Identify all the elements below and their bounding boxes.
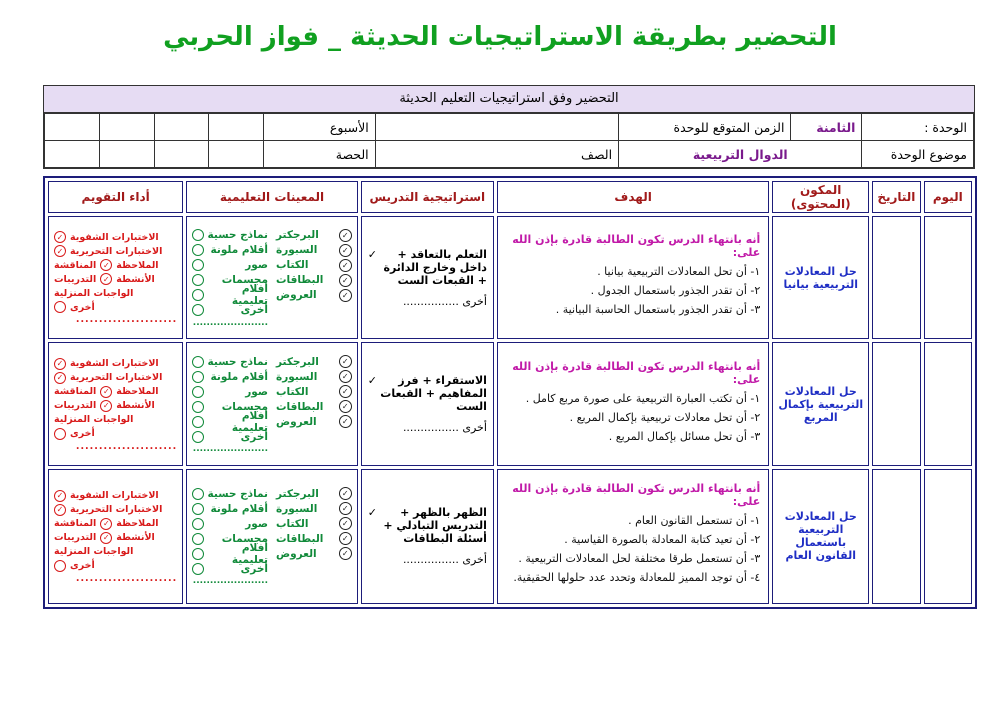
content-cell: حل المعادلات التربيعية بإكمال المربع bbox=[772, 342, 869, 465]
circle-option-icon[interactable] bbox=[192, 533, 204, 545]
topic-label: موضوع الوحدة bbox=[862, 141, 974, 168]
red-check-icon[interactable]: ✓ bbox=[100, 259, 112, 271]
resources-list-a: نماذج حسية أقلام ملونة صور مجسمات أفلام تعليمية أخرى ...................... bbox=[192, 355, 268, 455]
circle-option-icon[interactable] bbox=[54, 301, 66, 313]
week-cell-1 bbox=[209, 114, 264, 141]
day-cell bbox=[924, 469, 972, 604]
col-strategy: استراتيجية التدريس bbox=[361, 181, 494, 213]
checked-circle-icon[interactable]: ✓ bbox=[339, 400, 352, 413]
strategy-other: أخرى ................ bbox=[402, 421, 487, 435]
header-band: التحضير وفق استراتيجيات التعليم الحديثة bbox=[44, 86, 974, 113]
red-check-icon[interactable]: ✓ bbox=[54, 490, 66, 502]
circle-option-icon[interactable] bbox=[54, 560, 66, 572]
check-icon: ✓ bbox=[367, 374, 377, 388]
circle-option-icon[interactable] bbox=[192, 304, 204, 316]
strategy-other: أخرى ................ bbox=[402, 294, 487, 308]
red-check-icon[interactable]: ✓ bbox=[100, 532, 112, 544]
class-label: الصف bbox=[375, 141, 618, 168]
red-check-icon[interactable]: ✓ bbox=[54, 358, 66, 370]
period-cell-3 bbox=[99, 141, 154, 168]
red-check-icon[interactable]: ✓ bbox=[54, 245, 66, 257]
week-label: الأسبوع bbox=[264, 114, 376, 141]
period-cell-2 bbox=[154, 141, 209, 168]
checked-circle-icon[interactable]: ✓ bbox=[339, 517, 352, 530]
goal-item: ٢- أن تحل معادلات تربيعية بإكمال المربع . bbox=[569, 410, 761, 424]
red-check-icon[interactable]: ✓ bbox=[100, 273, 112, 285]
content-cell: حل المعادلات التربيعية بيانيا bbox=[772, 216, 869, 339]
week-cell-2 bbox=[154, 114, 209, 141]
circle-option-icon[interactable] bbox=[192, 503, 204, 515]
checked-circle-icon[interactable]: ✓ bbox=[339, 532, 352, 545]
circle-option-icon[interactable] bbox=[192, 488, 204, 500]
circle-option-icon[interactable] bbox=[192, 259, 204, 271]
goal-lead: أنه بانتهاء الدرس تكون الطالبة قادرة بإذن الله على: bbox=[512, 359, 761, 386]
period-cell-4 bbox=[45, 141, 100, 168]
goal-item: ٣- أن تقدر الجذور باستعمال الحاسبة البيانية . bbox=[555, 303, 761, 317]
time-label: الزمن المتوقع للوحدة bbox=[619, 114, 791, 141]
red-check-icon[interactable]: ✓ bbox=[100, 386, 112, 398]
page-title: التحضير بطريقة الاستراتيجيات الحديثة _ فواز الحربي bbox=[163, 22, 837, 52]
red-check-icon[interactable]: ✓ bbox=[100, 400, 112, 412]
evaluation-cell bbox=[48, 342, 183, 465]
goal-cell bbox=[497, 216, 769, 339]
lesson-plan-table bbox=[43, 176, 977, 609]
circle-option-icon[interactable] bbox=[192, 356, 204, 368]
evaluation-cell bbox=[48, 216, 183, 339]
red-check-icon[interactable]: ✓ bbox=[54, 504, 66, 516]
lesson-row bbox=[48, 469, 972, 604]
evaluation-list: الاختبارات الشفوية ✓ الاختبارات التحريرية ✓ الملاحظة ✓ المناقشة الأنشطة ✓ التدريبات الواجبات المنزلية أخرى ...................... bbox=[54, 358, 178, 452]
resources-list-a: نماذج حسية أقلام ملونة صور مجسمات أفلام تعليمية أخرى ...................... bbox=[192, 487, 268, 587]
date-cell bbox=[872, 469, 920, 604]
checked-circle-icon[interactable]: ✓ bbox=[339, 385, 352, 398]
topic-value: الدوال التربيعية bbox=[619, 141, 862, 168]
checked-circle-icon[interactable]: ✓ bbox=[339, 370, 352, 383]
col-evaluation: أداء التقويم bbox=[48, 181, 183, 213]
checked-circle-icon[interactable]: ✓ bbox=[339, 355, 352, 368]
goal-item: ٤- أن توجد المميز للمعادلة وتحدد عدد حلولها الحقيقية. bbox=[513, 571, 761, 585]
checked-circle-icon[interactable]: ✓ bbox=[339, 487, 352, 500]
checked-circle-icon[interactable]: ✓ bbox=[339, 244, 352, 257]
circle-option-icon[interactable] bbox=[192, 416, 204, 428]
circle-option-icon[interactable] bbox=[192, 274, 204, 286]
goal-item: ١- أن تكتب العبارة التربيعية على صورة مربع كامل . bbox=[525, 391, 761, 405]
week-cell-3 bbox=[99, 114, 154, 141]
checked-circle-icon[interactable]: ✓ bbox=[339, 229, 352, 242]
goal-item: ٢- أن تعيد كتابة المعادلة بالصورة القياسية . bbox=[564, 533, 761, 547]
checked-circle-icon[interactable]: ✓ bbox=[339, 502, 352, 515]
red-check-icon[interactable]: ✓ bbox=[100, 518, 112, 530]
checked-circle-icon[interactable]: ✓ bbox=[339, 259, 352, 272]
date-cell bbox=[872, 216, 920, 339]
check-icon: ✓ bbox=[367, 506, 377, 520]
lesson-row bbox=[48, 216, 972, 339]
resources-cell bbox=[186, 342, 358, 465]
evaluation-list: الاختبارات الشفوية ✓ الاختبارات التحريرية ✓ الملاحظة ✓ المناقشة الأنشطة ✓ التدريبات الواجبات المنزلية أخرى ...................... bbox=[54, 490, 178, 584]
period-label: الحصة bbox=[264, 141, 376, 168]
circle-option-icon[interactable] bbox=[192, 371, 204, 383]
strategy-text: الاستقراء + فرز المفاهيم + القبعات الست bbox=[380, 374, 487, 414]
day-cell bbox=[924, 216, 972, 339]
unit-label: الوحدة : bbox=[862, 114, 974, 141]
red-check-icon[interactable]: ✓ bbox=[54, 231, 66, 243]
circle-option-icon[interactable] bbox=[192, 289, 204, 301]
goal-item: ٣- أن تحل مسائل بإكمال المربع . bbox=[608, 429, 761, 443]
goal-lead: أنه بانتهاء الدرس تكون الطالبة قادرة بإذن الله على: bbox=[512, 233, 761, 260]
day-cell bbox=[924, 342, 972, 465]
checked-circle-icon[interactable]: ✓ bbox=[339, 274, 352, 287]
circle-option-icon[interactable] bbox=[192, 518, 204, 530]
goal-cell bbox=[497, 469, 769, 604]
resources-cell bbox=[186, 216, 358, 339]
col-content: المكون (المحتوى) bbox=[772, 181, 869, 213]
goal-item: ١- أن تستعمل القانون العام . bbox=[628, 514, 761, 528]
goal-item: ٢- أن تقدر الجذور باستعمال الجدول . bbox=[590, 284, 761, 298]
col-day: اليوم bbox=[924, 181, 972, 213]
evaluation-list: الاختبارات الشفوية ✓ الاختبارات التحريرية ✓ الملاحظة ✓ المناقشة الأنشطة ✓ التدريبات الواجبات المنزلية أخرى ...................... bbox=[54, 231, 178, 326]
strategy-other: أخرى ................ bbox=[402, 553, 487, 567]
goal-cell bbox=[497, 342, 769, 465]
red-check-icon[interactable]: ✓ bbox=[54, 372, 66, 384]
circle-option-icon[interactable] bbox=[54, 428, 66, 440]
date-cell bbox=[872, 342, 920, 465]
lesson-header bbox=[43, 85, 975, 169]
time-value bbox=[375, 114, 618, 141]
col-resources: المعينات التعليمية bbox=[186, 181, 358, 213]
checked-circle-icon[interactable]: ✓ bbox=[339, 547, 352, 560]
strategy-cell bbox=[361, 216, 494, 339]
check-icon: ✓ bbox=[367, 247, 377, 261]
circle-option-icon[interactable] bbox=[192, 431, 204, 443]
col-date: التاريخ bbox=[872, 181, 920, 213]
strategy-text: الظهر بالظهر + التدريس التبادلي + أسئلة البطاقات bbox=[383, 506, 487, 546]
col-goal: الهدف bbox=[497, 181, 769, 213]
period-cell-1 bbox=[209, 141, 264, 168]
resources-list-b: ✓ البرجكتر ✓ السبورة ✓ الكتاب ✓ البطاقات ✓ العروض bbox=[272, 354, 356, 454]
circle-option-icon[interactable] bbox=[192, 401, 204, 413]
goal-lead: أنه بانتهاء الدرس تكون الطالبة قادرة بإذن الله على: bbox=[512, 482, 761, 509]
circle-option-icon[interactable] bbox=[192, 244, 204, 256]
goal-item: ١- أن تحل المعادلات التربيعية بيانيا . bbox=[597, 265, 761, 279]
resources-list-a: نماذج حسية أقلام ملونة صور مجسمات أفلام تعليمية أخرى ...................... bbox=[192, 229, 268, 328]
lesson-row bbox=[48, 342, 972, 465]
checked-circle-icon[interactable]: ✓ bbox=[339, 415, 352, 428]
content-cell: حل المعادلات التربيعية باستعمال القانون العام bbox=[772, 469, 869, 604]
resources-list-b: ✓ البرجكتر ✓ السبورة ✓ الكتاب ✓ البطاقات ✓ العروض bbox=[272, 228, 356, 328]
evaluation-cell bbox=[48, 469, 183, 604]
strategy-cell bbox=[361, 469, 494, 604]
strategy-text: التعلم بالتعاقد + داخل وخارج الدائرة + القبعات الست bbox=[383, 247, 487, 287]
circle-option-icon[interactable] bbox=[192, 386, 204, 398]
checked-circle-icon[interactable]: ✓ bbox=[339, 289, 352, 302]
circle-option-icon[interactable] bbox=[192, 548, 204, 560]
circle-option-icon[interactable] bbox=[192, 563, 204, 575]
goal-item: ٣- أن تستعمل طرقا مختلفة لحل المعادلات التربيعية . bbox=[518, 552, 761, 566]
unit-value: الثامنة bbox=[791, 114, 862, 141]
week-cell-4 bbox=[45, 114, 100, 141]
resources-cell bbox=[186, 469, 358, 604]
resources-list-b: ✓ البرجكتر ✓ السبورة ✓ الكتاب ✓ البطاقات ✓ العروض bbox=[272, 486, 356, 586]
strategy-cell bbox=[361, 342, 494, 465]
circle-option-icon[interactable] bbox=[192, 229, 204, 241]
